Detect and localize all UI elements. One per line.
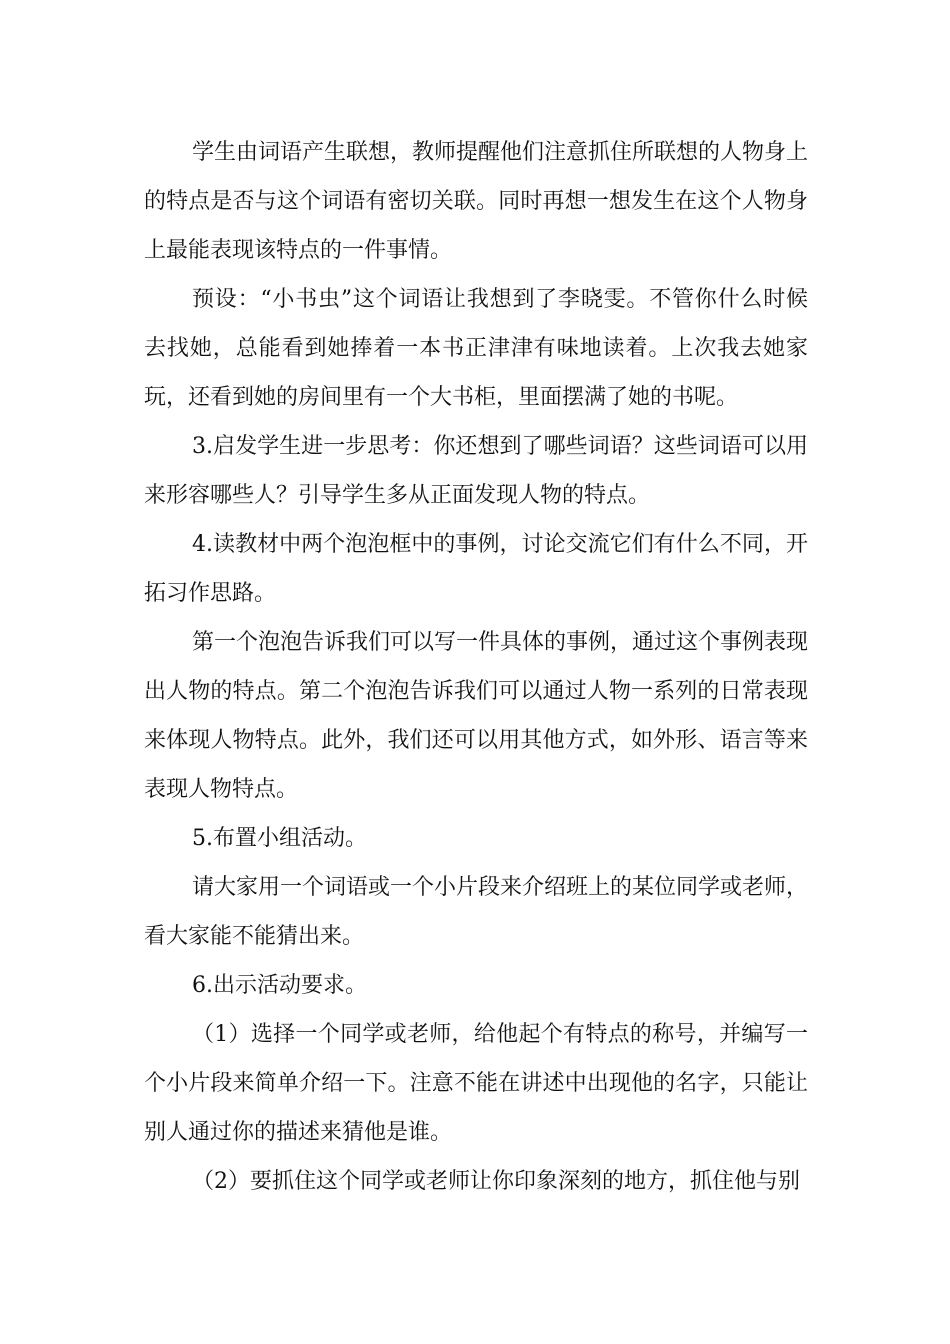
paragraph-example: 预设：“小书虫”这个词语让我想到了李晓雯。不管你什么时候去找她，总能看到她捧着一本书正津津有味地读着。上次我去她家玩，还看到她的房间里有一个大书柜，里面摆满了她的书呢。 xyxy=(144,287,808,410)
paragraph-bubbles: 第一个泡泡告诉我们可以写一件具体的事例，通过这个事例表现出人物的特点。第二个泡泡告诉我们可以通过人物一系列的日常表现来体现人物特点。此外，我们还可以用其他方式，如外形、语言等来表现人物特点。 xyxy=(144,630,809,802)
paragraph-step-4: 4.读教材中两个泡泡框中的事例，讨论交流它们有什么不同，开拓习作思路。 xyxy=(144,532,808,606)
paragraph-activity: 请大家用一个词语或一个小片段来介绍班上的某位同学或老师，看大家能不能猜出来。 xyxy=(144,875,809,949)
paragraph-association: 学生由词语产生联想，教师提醒他们注意抓住所联想的人物身上的特点是否与这个词语有密切关联。同时再想一想发生在这个人物身上最能表现该特点的一件事情。 xyxy=(144,140,809,263)
document-body xyxy=(144,128,808,1206)
paragraph-step-5: 5.布置小组活动。 xyxy=(192,826,367,851)
paragraph-step-6: 6.出示活动要求。 xyxy=(192,973,367,998)
paragraph-requirement-1: （1）选择一个同学或老师，给他起个有特点的称号，并编写一个小片段来简单介绍一下。注意不能在讲述中出现他的名字，只能让别人通过你的描述来猜他是谁。 xyxy=(144,1022,808,1145)
paragraph-step-3: 3.启发学生进一步思考：你还想到了哪些词语？这些词语可以用来形容哪些人？引导学生多从正面发现人物的特点。 xyxy=(144,434,808,508)
paragraph-requirement-2: （2）要抓住这个同学或老师让你印象深刻的地方，抓住他与别 xyxy=(192,1169,800,1194)
